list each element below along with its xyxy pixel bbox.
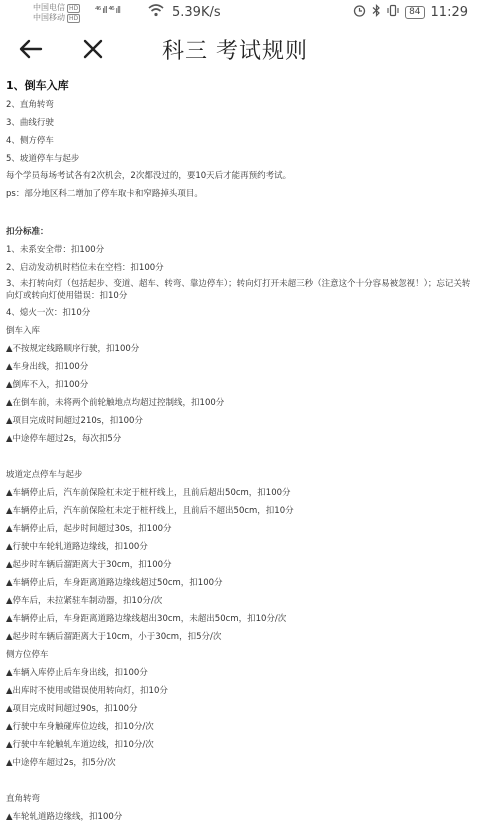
signal-icon: ⁴⁶ ıll ⁴⁶ ıll <box>95 6 121 16</box>
close-icon[interactable] <box>78 34 108 64</box>
text-line: ▲出库时不使用或错误使用转向灯，扣10分 <box>6 686 168 696</box>
top-app-bar <box>0 26 480 72</box>
text-line: ▲停车后，未拉紧驻车制动器，扣10分/次 <box>6 596 163 606</box>
text-line: ▲项目完成时间超过90s，扣100分 <box>6 704 138 714</box>
text-line: 1、未系安全带：扣100分 <box>6 245 105 255</box>
text-line: ▲车辆停止后，汽车前保险杠未定于桩杆线上，且前后不超出50cm，扣10分 <box>6 506 294 516</box>
carrier-telecom: 中国电信 HD <box>33 3 79 12</box>
text-line: ▲倒库不入，扣100分 <box>6 380 89 390</box>
network-speed: 5.39K/s <box>172 5 221 20</box>
text-line: ▲车辆入库停止后车身出线，扣100分 <box>6 668 148 678</box>
section-heading: 扣分标准： <box>6 227 49 237</box>
text-line: ▲车辆停止后，汽车前保险杠未定于桩杆线上，且前后超出50cm，扣100分 <box>6 488 291 498</box>
section-heading: 1、倒车入库 <box>6 79 69 92</box>
text-line: ▲中途停车超过2s，每次扣5分 <box>6 434 122 444</box>
back-arrow-icon[interactable] <box>16 34 46 64</box>
text-line: ▲车轮轧道路边缘线，扣100分 <box>6 812 123 822</box>
text-line: 4、熄火一次：扣10分 <box>6 308 91 318</box>
hd-badge: HD <box>69 5 79 12</box>
wifi-icon <box>148 4 164 21</box>
page-title: 科三 考试规则 <box>162 39 308 64</box>
text-line: ▲起步时车辆后溜距离大于30cm，扣100分 <box>6 560 172 570</box>
text-line: ▲行驶中车轮触轧车道边线，扣10分/次 <box>6 740 154 750</box>
clock: 11:29 <box>430 4 468 20</box>
text-line: 倒车入库 <box>6 326 41 336</box>
text-line: ps：部分地区科二增加了停车取卡和窄路掉头项目。 <box>6 189 203 199</box>
status-bar <box>0 0 480 26</box>
text-line: ▲车身出线，扣100分 <box>6 362 89 372</box>
battery-indicator: 84 <box>405 6 424 19</box>
text-line: 直角转弯 <box>6 794 41 804</box>
bluetooth-icon <box>372 4 381 20</box>
text-line: 每个学员每场考试各有2次机会，2次都没过的，要10天后才能再预约考试。 <box>6 171 292 181</box>
text-line: ▲起步时车辆后溜距离大于10cm，小于30cm，扣5分/次 <box>6 632 222 642</box>
text-line: 2、启动发动机时档位未在空档：扣100分 <box>6 263 164 273</box>
hd-badge: HD <box>69 15 79 22</box>
text-line: ▲车辆停止后，起步时间超过30s，扣100分 <box>6 524 172 534</box>
text-line: ▲车辆停止后，车身距离道路边缘线超出30cm，未超出50cm，扣10分/次 <box>6 614 287 624</box>
text-line: 2、直角转弯 <box>6 100 54 110</box>
text-line: ▲在倒车前，未将两个前轮触地点均超过控制线，扣100分 <box>6 398 225 408</box>
text-line: 5、坡道停车与起步 <box>6 154 80 164</box>
text-line: 4、侧方停车 <box>6 136 54 146</box>
text-line: ▲中途停车超过2s，扣5分/次 <box>6 758 116 768</box>
text-line: ▲不按规定线路顺序行驶，扣100分 <box>6 344 140 354</box>
text-line: 坡道定点停车与起步 <box>6 470 83 480</box>
text-line: ▲行驶中车轮轧道路边缘线，扣100分 <box>6 542 148 552</box>
text-line: 3、未打转向灯（包括起步、变道、超车、转弯、靠边停车）；转向灯打开未超三秒（注意这个十分容易被忽视！）；忘记关转向灯或转向灯使用错误：扣10分 <box>6 279 471 301</box>
text-line: ▲项目完成时间超过210s，扣100分 <box>6 416 143 426</box>
carrier-mobile: 中国移动 HD <box>33 13 79 22</box>
status-right <box>353 4 468 20</box>
vibrate-icon <box>387 4 399 20</box>
text-line: ▲行驶中车身触碰库位边线，扣10分/次 <box>6 722 154 732</box>
alarm-icon <box>353 4 366 20</box>
text-line: 3、曲线行驶 <box>6 118 54 128</box>
text-line: 侧方位停车 <box>6 650 49 660</box>
text-line: ▲车辆停止后，车身距离道路边缘线超过50cm，扣100分 <box>6 578 223 588</box>
